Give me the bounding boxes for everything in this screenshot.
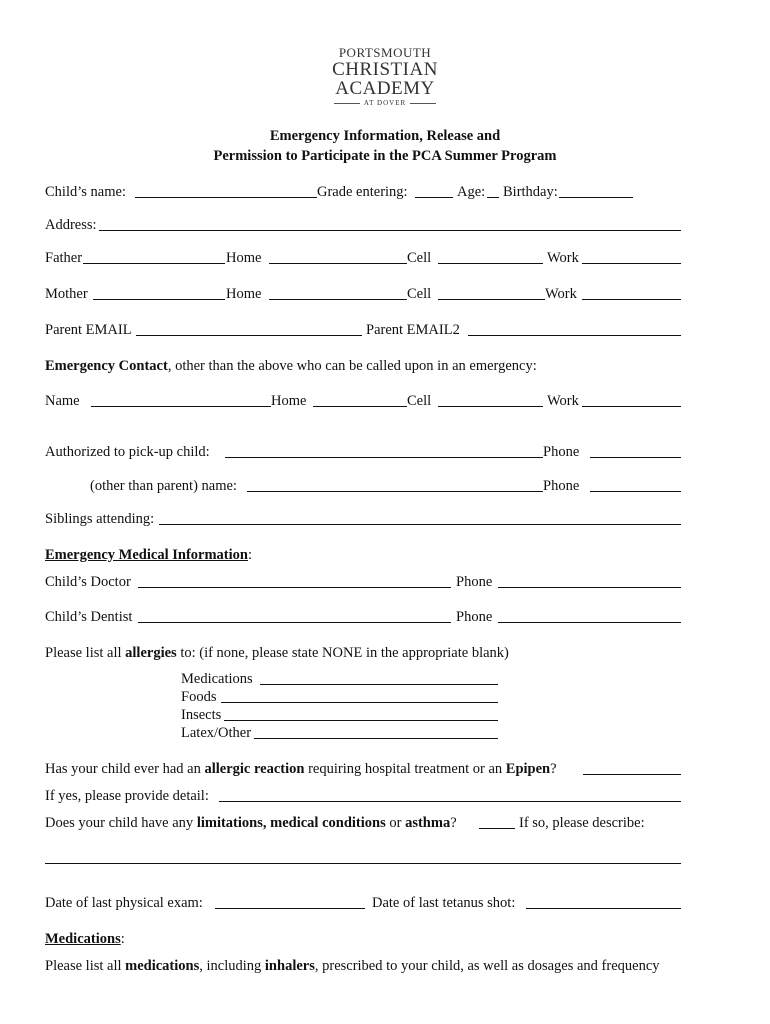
father-work-field[interactable] — [582, 248, 681, 264]
pickup-row-2 — [45, 476, 681, 496]
pickup-phone-field[interactable] — [590, 442, 681, 458]
limitations-suffix: If so, please describe: — [519, 815, 645, 831]
pickup-other-name-field[interactable] — [247, 476, 543, 492]
grade-label: Grade entering: — [317, 184, 408, 200]
child-info-row — [45, 182, 681, 202]
emergency-name-field[interactable] — [91, 391, 271, 407]
emergency-cell-label: Cell — [407, 393, 432, 409]
reaction-bold1: allergic reaction — [204, 761, 305, 777]
medications-heading-colon: : — [120, 931, 125, 947]
form-title-line2: Permission to Participate in the PCA Summer Program — [213, 148, 557, 164]
medications-p3: , prescribed to your child, as well as dosages and frequency — [314, 958, 660, 974]
pickup-label: Authorized to pick-up child: — [45, 444, 210, 460]
limitations-describe-row — [45, 848, 681, 868]
mother-work-field[interactable] — [582, 284, 681, 300]
birthday-label: Birthday: — [503, 184, 558, 200]
siblings-label: Siblings attending: — [45, 511, 155, 527]
medications-instruction — [45, 956, 660, 976]
parent-email-field[interactable] — [136, 320, 362, 336]
medical-heading-row — [45, 545, 681, 565]
reaction-end: ? — [550, 761, 557, 777]
allergy-foods-field[interactable] — [221, 688, 498, 703]
allergies-suffix: to: (if none, please state NONE in the appropriate blank) — [180, 645, 509, 661]
allergy-medications-label: Medications — [181, 671, 253, 687]
allergies-prefix: Please list all — [45, 645, 122, 661]
limitations-describe-field[interactable] — [45, 848, 681, 864]
medical-heading — [45, 545, 252, 565]
address-row — [45, 215, 681, 235]
reaction-prefix: Has your child ever had an — [45, 761, 201, 777]
logo-line-academy: ACADEMY — [335, 78, 435, 99]
father-work-label: Work — [547, 250, 579, 266]
doctor-phone-field[interactable] — [498, 572, 681, 588]
reaction-question — [45, 759, 557, 779]
emergency-cell-field[interactable] — [438, 391, 543, 407]
age-label: Age: — [457, 184, 486, 200]
reaction-detail-field[interactable] — [219, 786, 681, 802]
pickup-other-phone-field[interactable] — [590, 476, 681, 492]
medications-heading-row — [45, 929, 681, 949]
emergency-contact-heading — [45, 356, 681, 376]
mother-label: Mother — [45, 286, 88, 302]
emergency-contact-row — [45, 391, 681, 411]
siblings-field[interactable] — [159, 509, 681, 525]
doctor-field[interactable] — [138, 572, 451, 588]
limitations-or: or — [389, 815, 402, 831]
tetanus-field[interactable] — [526, 893, 681, 909]
email-row — [45, 320, 681, 340]
dentist-phone-field[interactable] — [498, 607, 681, 623]
grade-field[interactable] — [415, 182, 453, 198]
allergy-insects-label: Insects — [181, 707, 222, 723]
allergy-latex-field[interactable] — [254, 724, 498, 739]
emergency-contact-text — [45, 358, 537, 374]
logo-rule-left — [334, 103, 360, 104]
emergency-name-label: Name — [45, 393, 80, 409]
reaction-detail-label: If yes, please provide detail: — [45, 788, 209, 804]
limitations-bold1: limitations, medical conditions — [196, 815, 386, 831]
logo-dover-text: AT DOVER — [363, 99, 407, 107]
limitations-row — [45, 813, 681, 833]
reaction-field[interactable] — [583, 759, 681, 775]
limitations-prefix: Does your child have any — [45, 815, 194, 831]
father-cell-field[interactable] — [438, 248, 543, 264]
physical-exam-label: Date of last physical exam: — [45, 895, 203, 911]
pickup-other-label: (other than parent) name: — [90, 478, 237, 494]
allergy-medications-row — [45, 670, 681, 688]
birthday-field[interactable] — [559, 182, 633, 198]
logo-line-portsmouth: PORTSMOUTH — [338, 45, 432, 60]
pickup-other-phone-label: Phone — [543, 478, 580, 494]
medications-b1: medications — [125, 958, 200, 974]
form-title-line1: Emergency Information, Release and — [269, 128, 501, 144]
medications-heading-text: Medications — [45, 931, 121, 947]
doctor-label: Child’s Doctor — [45, 574, 131, 590]
mother-name-field[interactable] — [93, 284, 225, 300]
tetanus-label: Date of last tetanus shot: — [372, 895, 516, 911]
pickup-row — [45, 442, 681, 462]
mother-cell-field[interactable] — [438, 284, 545, 300]
limitations-q: ? — [450, 815, 457, 831]
medications-instruction-row — [45, 956, 681, 976]
logo-line-christian: CHRISTIAN — [332, 59, 438, 80]
school-logo — [0, 46, 770, 107]
allergy-latex-label: Latex/Other — [181, 725, 252, 741]
allergy-foods-label: Foods — [181, 689, 217, 705]
parent-email2-label: Parent EMAIL2 — [366, 322, 460, 338]
allergy-medications-field[interactable] — [260, 670, 498, 685]
emergency-home-field[interactable] — [313, 391, 407, 407]
reaction-row — [45, 759, 681, 779]
doctor-row — [45, 572, 681, 592]
age-field[interactable] — [487, 182, 499, 198]
father-home-field[interactable] — [269, 248, 407, 264]
allergy-latex-row — [45, 724, 681, 742]
father-name-field[interactable] — [83, 248, 225, 264]
medications-b2: inhalers — [264, 958, 315, 974]
allergies-intro-row — [45, 643, 681, 663]
emergency-work-label: Work — [547, 393, 579, 409]
form-title — [0, 126, 770, 166]
allergy-insects-row — [45, 706, 681, 724]
parent-email-label: Parent EMAIL — [45, 322, 132, 338]
child-name-label: Child’s name: — [45, 184, 126, 200]
medical-heading-text: Emergency Medical Information — [45, 547, 248, 563]
dentist-row — [45, 607, 681, 627]
father-cell-label: Cell — [407, 250, 432, 266]
father-row — [45, 248, 681, 268]
father-label: Father — [45, 250, 83, 266]
parent-email2-field[interactable] — [468, 320, 681, 336]
reaction-detail-row — [45, 786, 681, 806]
allergies-intro — [45, 643, 509, 663]
child-name-field[interactable] — [135, 182, 317, 198]
mother-cell-label: Cell — [407, 286, 432, 302]
mother-home-field[interactable] — [269, 284, 407, 300]
doctor-phone-label: Phone — [456, 574, 493, 590]
allergy-insects-field[interactable] — [224, 706, 498, 721]
logo-rule-right — [410, 103, 436, 104]
pickup-name-field[interactable] — [225, 442, 543, 458]
pickup-phone-label: Phone — [543, 444, 580, 460]
dentist-field[interactable] — [138, 607, 451, 623]
medical-heading-colon: : — [247, 547, 252, 563]
limitations-field[interactable] — [479, 813, 515, 829]
mother-home-label: Home — [226, 286, 262, 302]
dentist-phone-label: Phone — [456, 609, 493, 625]
allergy-foods-row — [45, 688, 681, 706]
limitations-bold2: asthma — [405, 815, 451, 831]
limitations-question — [45, 813, 457, 833]
father-home-label: Home — [226, 250, 262, 266]
siblings-row — [45, 509, 681, 529]
emergency-contact-rest: , other than the above who can be called upon in an emergency: — [167, 358, 537, 374]
medications-heading — [45, 929, 125, 949]
reaction-middle: requiring hospital treatment or an — [308, 761, 503, 777]
emergency-contact-bold: Emergency Contact — [45, 358, 168, 374]
medications-p2: , including — [199, 958, 262, 974]
address-field[interactable] — [99, 215, 681, 231]
mother-work-label: Work — [545, 286, 577, 302]
address-label: Address: — [45, 217, 97, 233]
allergies-bold: allergies — [125, 645, 177, 661]
medications-p1: Please list all — [45, 958, 122, 974]
mother-row — [45, 284, 681, 304]
reaction-bold2: Epipen — [505, 761, 551, 777]
dentist-label: Child’s Dentist — [45, 609, 133, 625]
physical-exam-field[interactable] — [215, 893, 365, 909]
dates-row — [45, 893, 681, 913]
logo-line-at-dover — [0, 99, 770, 107]
emergency-work-field[interactable] — [582, 391, 681, 407]
emergency-home-label: Home — [271, 393, 307, 409]
